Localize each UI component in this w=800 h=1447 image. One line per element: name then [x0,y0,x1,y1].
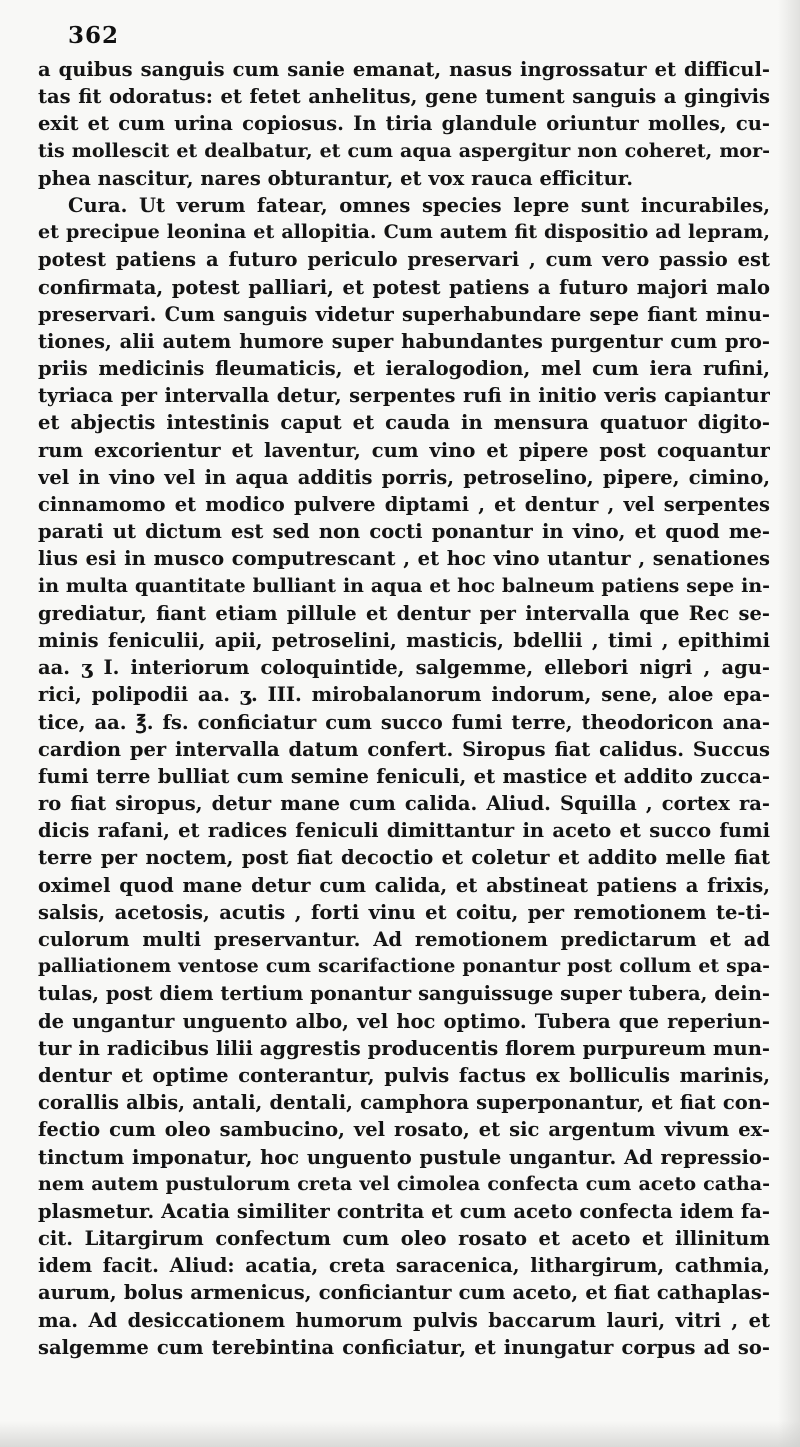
text-line: tinctum imponatur, hoc unguento pustule ungantur. Ad repressio- [38,1145,770,1169]
text-line: in multa quantitate bulliant in aqua et hoc balneum patiens sepe in- [38,574,770,597]
text-line: culorum multi preservantur. Ad remotionem predictarum et ad [38,928,770,951]
text-line: aurum, bolus armenicus, conficiantur cum aceto, et fiat cathaplas- [38,1281,770,1305]
text-line: tice, aa. ℥. fs. conficiatur cum succo fumi terre, theodoricon ana- [38,710,770,734]
text-line: dentur et optime conterantur, pulvis factus ex bolliculis marinis, [38,1063,770,1087]
text-line: et precipue leonina et allopitia. Cum autem fit dispositio ad lepram, [38,221,770,244]
text-line: a quibus sanguis cum sanie emanat, nasus ingrossatur et difficul- [38,58,770,81]
text-line: terre per noctem, post fiat decoctio et coletur et addito melle fiat [38,846,770,870]
text-line: et abjectis intestinis caput et cauda in mensura quatuor digito- [38,411,770,435]
text-line: ma. Ad desiccationem humorum pulvis baccarum lauri, vitri , et [38,1308,770,1332]
text-line: phea nascitur, nares obturantur, et vox rauca efficitur. [38,166,634,190]
text-line: rici, polipodii aa. ʒ. III. mirobalanorum indorum, sene, aloe epa- [38,683,770,707]
text-line: Cura. Ut verum fatear, omnes species lepre sunt incurabiles, [68,193,770,217]
text-line: dicis rafani, et radices feniculi dimittantur in aceto et succo fumi [38,819,770,843]
text-line: plasmetur. Acatia similiter contrita et cum aceto confecta idem fa- [38,1199,770,1223]
text-line: cit. Litargirum confectum cum oleo rosato et aceto et illinitum [38,1227,770,1251]
text-line: tis mollescit et dealbatur, et cum aqua aspergitur non coheret, mor- [38,139,770,162]
text-line: vel in vino vel in aqua additis porris, petroselino, pipere, cimino, [38,465,770,489]
text-line: ro fiat siropus, detur mane cum calida. Aliud. Squilla , cortex ra- [38,792,770,816]
text-line: rum excorientur et laventur, cum vino et pipere post coquantur [38,438,770,462]
page-edge-shadow [778,0,800,1447]
text-line: exit et cum urina copiosus. In tiria glandule oriuntur molles, cu- [38,112,770,136]
text-line: potest patiens a futuro periculo preservari , cum vero passio est [38,248,770,272]
text-line: priis medicinis fleumaticis, et ieralogodion, mel cum iera rufini, [38,357,770,381]
text-line: parati ut dictum est sed non cocti ponantur in vino, et quod me- [38,520,770,544]
text-line: tur in radicibus lilii aggrestis producentis florem purpureum mun- [38,1036,770,1060]
text-line: preservari. Cum sanguis videtur superhabundare sepe fiant minu- [38,302,770,326]
text-line: idem facit. Aliud: acatia, creta saracenica, lithargirum, cathmia, [38,1254,770,1278]
text-line: tulas, post diem tertium ponantur sanguissuge super tubera, dein- [38,982,770,1006]
body-text [38,56,770,1361]
text-line: tyriaca per intervalla detur, serpentes rufi in initio veris capiantur [38,384,770,408]
text-line: de ungantur unguento albo, vel hoc optimo. Tubera que reperiun- [38,1009,770,1033]
page-number: 362 [68,22,120,49]
text-line: cardion per intervalla datum confert. Siropus fiat calidus. Succus [38,737,770,761]
text-line: oximel quod mane detur cum calida, et abstineat patiens a frixis, [38,873,770,897]
text-line: grediatur, fiant etiam pillule et dentur per intervalla que Rec se- [38,601,770,625]
text-line: fectio cum oleo sambucino, vel rosato, et sic argentum vivum ex- [38,1118,770,1142]
text-line: fumi terre bulliat cum semine feniculi, et mastice et addito zucca- [38,764,770,788]
text-line: nem autem pustulorum creta vel cimolea confecta cum aceto catha- [38,1172,770,1195]
text-line: cinnamomo et modico pulvere diptami , et dentur , vel serpentes [38,493,770,516]
page-bottom-shadow [0,1421,800,1447]
text-line: tiones, alii autem humore super habundantes purgentur cum pro- [38,329,770,353]
text-line: lius esi in musco computrescant , et hoc vino utantur , senationes [38,547,770,571]
text-line: palliationem ventose cum scarifactione ponantur post collum et spa- [38,955,770,978]
text-line: salsis, acetosis, acutis , forti vinu et coitu, per remotionem te-ti- [38,900,770,924]
text-line: aa. ʒ I. interiorum coloquintide, salgemme, ellebori nigri , agu- [38,656,770,680]
text-line: salgemme cum terebintina conficiatur, et inungatur corpus ad so- [38,1335,770,1359]
text-line: tas fit odoratus: et fetet anhelitus, gene tument sanguis a gingivis [38,85,770,109]
text-line: confirmata, potest palliari, et potest patiens a futuro majori malo [38,275,770,299]
text-line: corallis albis, antali, dentali, camphora superponantur, et fiat con- [38,1091,770,1115]
text-line: minis feniculii, apii, petroselini, masticis, bdellii , timi , epithimi [38,628,770,652]
